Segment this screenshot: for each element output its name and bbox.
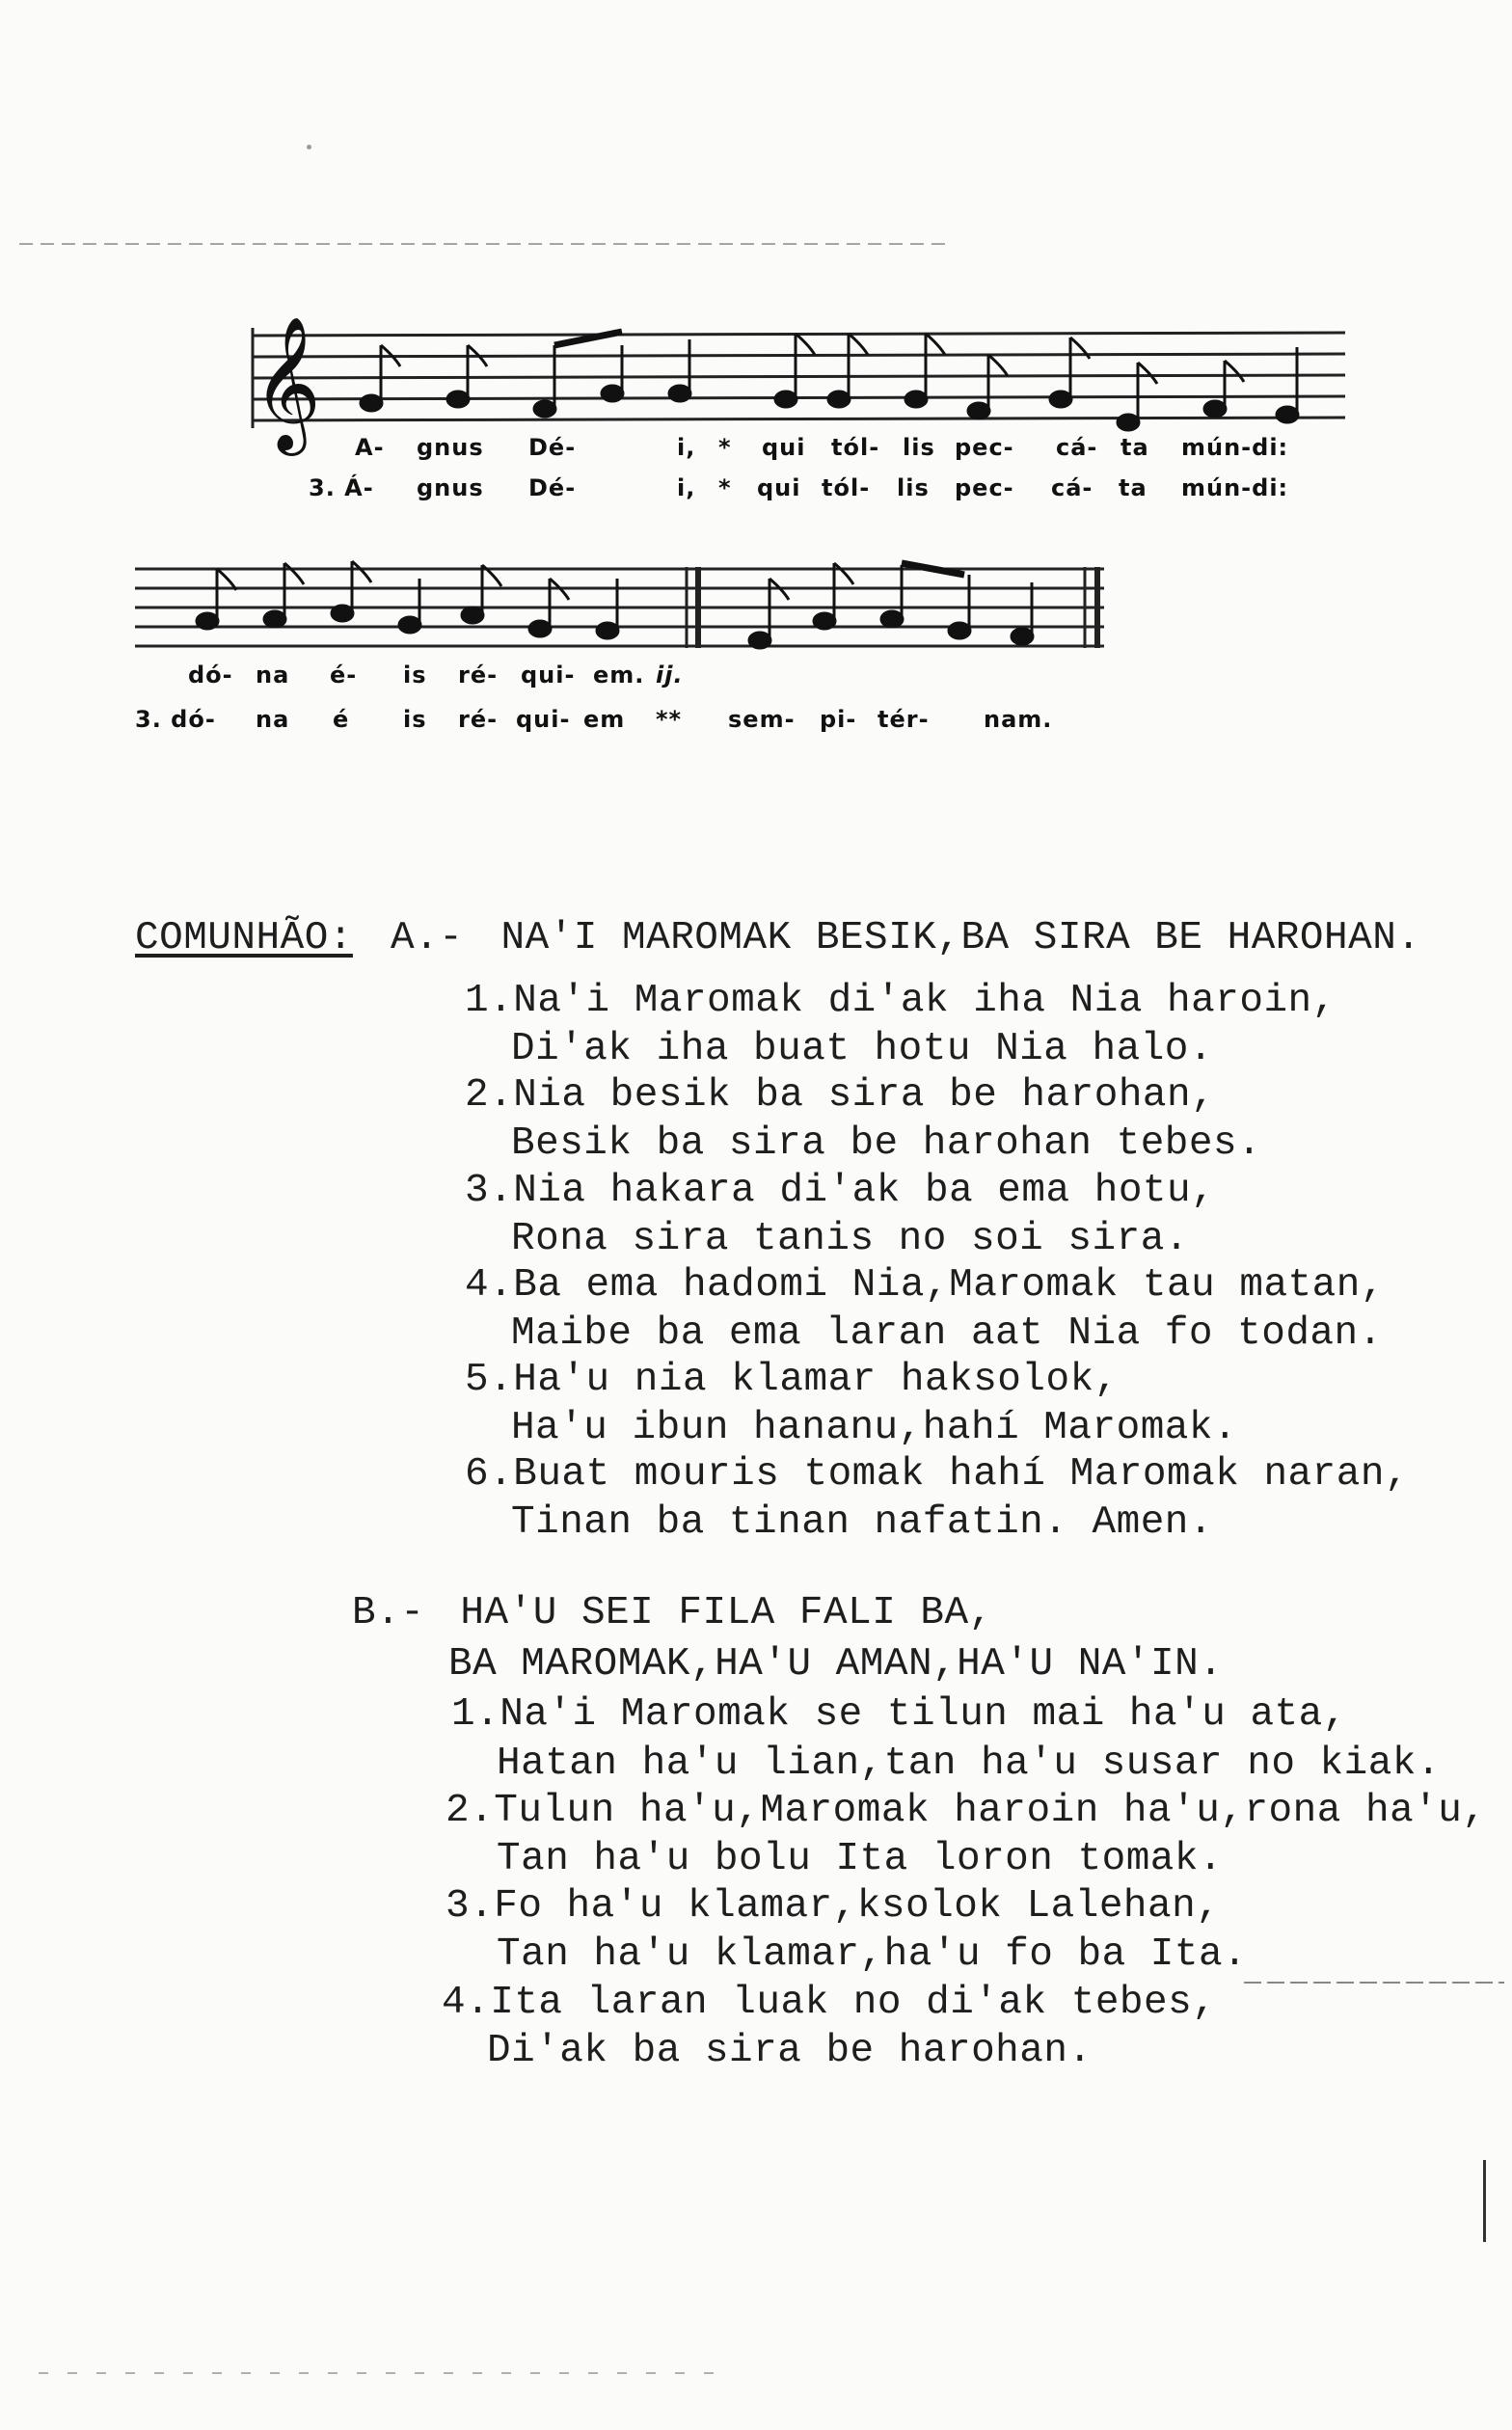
syllable: mún-di:: [1181, 434, 1289, 461]
syllable: na: [256, 662, 290, 688]
part-a-title: NA'I MAROMAK BESIK,BA SIRA BE HAROHAN.: [500, 916, 1421, 960]
syllable: é: [333, 706, 350, 733]
verse-a6-line1: 6.Buat mouris tomak hahí Maromak naran,: [465, 1452, 1410, 1497]
syllable: dó-: [188, 662, 233, 688]
syllable: mún-di:: [1181, 474, 1289, 501]
syllable: em.: [593, 662, 645, 688]
part-b-marker: B.-: [352, 1591, 425, 1635]
syllable: tól-: [822, 474, 871, 501]
syllable: gnus: [417, 434, 484, 461]
syllable: ij.: [656, 662, 684, 688]
verse-a5-line2: Ha'u ibun hananu,hahí Maromak.: [511, 1406, 1238, 1450]
syllable: qui: [762, 434, 806, 461]
treble-clef-icon: 𝄞: [253, 316, 321, 450]
syllable: **: [656, 706, 683, 733]
syllable: lis: [903, 434, 935, 461]
syllable: is: [403, 662, 427, 688]
verse-a5-line1: 5.Ha'u nia klamar haksolok,: [465, 1358, 1119, 1402]
syllable: i,: [677, 434, 696, 461]
syllable: ta: [1120, 434, 1149, 461]
verse-a4-line2: Maibe ba ema laran aat Nia fo todan.: [511, 1311, 1383, 1356]
syllable: Dé-: [528, 434, 577, 461]
syllable: is: [403, 706, 427, 733]
verse-a2-line1: 2.Nia besik ba sira be harohan,: [465, 1073, 1216, 1118]
syllable: em: [583, 706, 626, 733]
syllable: A-: [355, 434, 385, 461]
lyrics-line-1b: [0, 474, 1512, 505]
verse-b2-line1: 2.Tulun ha'u,Maromak haroin ha'u,rona ha'u,: [446, 1789, 1487, 1833]
syllable: ta: [1119, 474, 1148, 501]
syllable: i,: [677, 474, 696, 501]
part-b-heading-line2: [448, 1642, 1223, 1687]
verse-a1-line1: 1.Na'i Maromak di'ak iha Nia haroin,: [465, 979, 1336, 1023]
lyrics-line-2b: [0, 706, 1512, 737]
syllable: tól-: [831, 434, 880, 461]
syllable: Dé-: [528, 474, 577, 501]
syllable: cá-: [1056, 434, 1098, 461]
syllable: lis: [897, 474, 930, 501]
verse-b3-line1: 3.Fo ha'u klamar,ksolok Lalehan,: [446, 1884, 1221, 1929]
scan-dot: [307, 145, 311, 149]
scan-dash-bottom: [39, 2372, 714, 2374]
verse-b4-line2: Di'ak ba sira be harohan.: [487, 2029, 1093, 2073]
verse-b4-line1: 4.Ita laran luak no di'ak tebes,: [442, 1981, 1217, 2025]
syllable: gnus: [417, 474, 484, 501]
syllable: sem-: [728, 706, 796, 733]
lyrics-line-2a: [0, 662, 1512, 692]
syllable: na: [256, 706, 290, 733]
verse-b1-line1: 1.Na'i Maromak se tilun mai ha'u ata,: [451, 1692, 1347, 1737]
lyrics-line-1a: [0, 434, 1512, 465]
syllable: *: [718, 434, 732, 461]
music-staff-2: [0, 540, 1512, 665]
part-b-title-2: BA MAROMAK,HA'U AMAN,HA'U NA'IN.: [448, 1642, 1224, 1687]
syllable: pi-: [820, 706, 857, 733]
verse-b2-line2: Tan ha'u bolu Ita loron tomak.: [497, 1837, 1224, 1881]
syllable: nam.: [984, 706, 1053, 733]
syllable: é-: [330, 662, 358, 688]
part-b-title-1: HA'U SEI FILA FALI BA,: [460, 1591, 993, 1635]
communion-label: COMUNHÃO:: [135, 916, 353, 960]
verse-a2-line2: Besik ba sira be harohan tebes.: [511, 1121, 1262, 1166]
verse-b3-line2: Tan ha'u klamar,ha'u fo ba Ita.: [497, 1932, 1248, 1977]
verse-a3-line1: 3.Nia hakara di'ak ba ema hotu,: [465, 1169, 1216, 1213]
syllable: pec-: [955, 434, 1014, 461]
syllable: ré-: [458, 706, 499, 733]
syllable: pec-: [955, 474, 1014, 501]
syllable: tér-: [878, 706, 930, 733]
syllable: qui-: [516, 706, 571, 733]
verse-a1-line2: Di'ak iha buat hotu Nia halo.: [511, 1027, 1214, 1071]
syllable: *: [718, 474, 732, 501]
syllable: qui-: [521, 662, 576, 688]
syllable: 3. Á-: [309, 474, 374, 501]
scan-dash-top: [19, 243, 945, 245]
part-a-marker: A.-: [391, 916, 464, 960]
part-b-heading-line1: [352, 1591, 993, 1635]
scan-bar-right: [1483, 2160, 1486, 2242]
syllable: ré-: [458, 662, 499, 688]
syllable: qui: [757, 474, 801, 501]
syllable: 3. dó-: [135, 706, 216, 733]
verse-a3-line2: Rona sira tanis no soi sira.: [511, 1217, 1189, 1261]
verse-b1-line2: Hatan ha'u lian,tan ha'u susar no kiak.: [497, 1742, 1442, 1786]
communion-heading: [135, 916, 1420, 960]
scan-dash-right: [1244, 1982, 1504, 1984]
verse-a4-line1: 4.Ba ema hadomi Nia,Maromak tau matan,: [465, 1263, 1385, 1308]
syllable: cá-: [1051, 474, 1094, 501]
verse-a6-line2: Tinan ba tinan nafatin. Amen.: [511, 1500, 1214, 1545]
